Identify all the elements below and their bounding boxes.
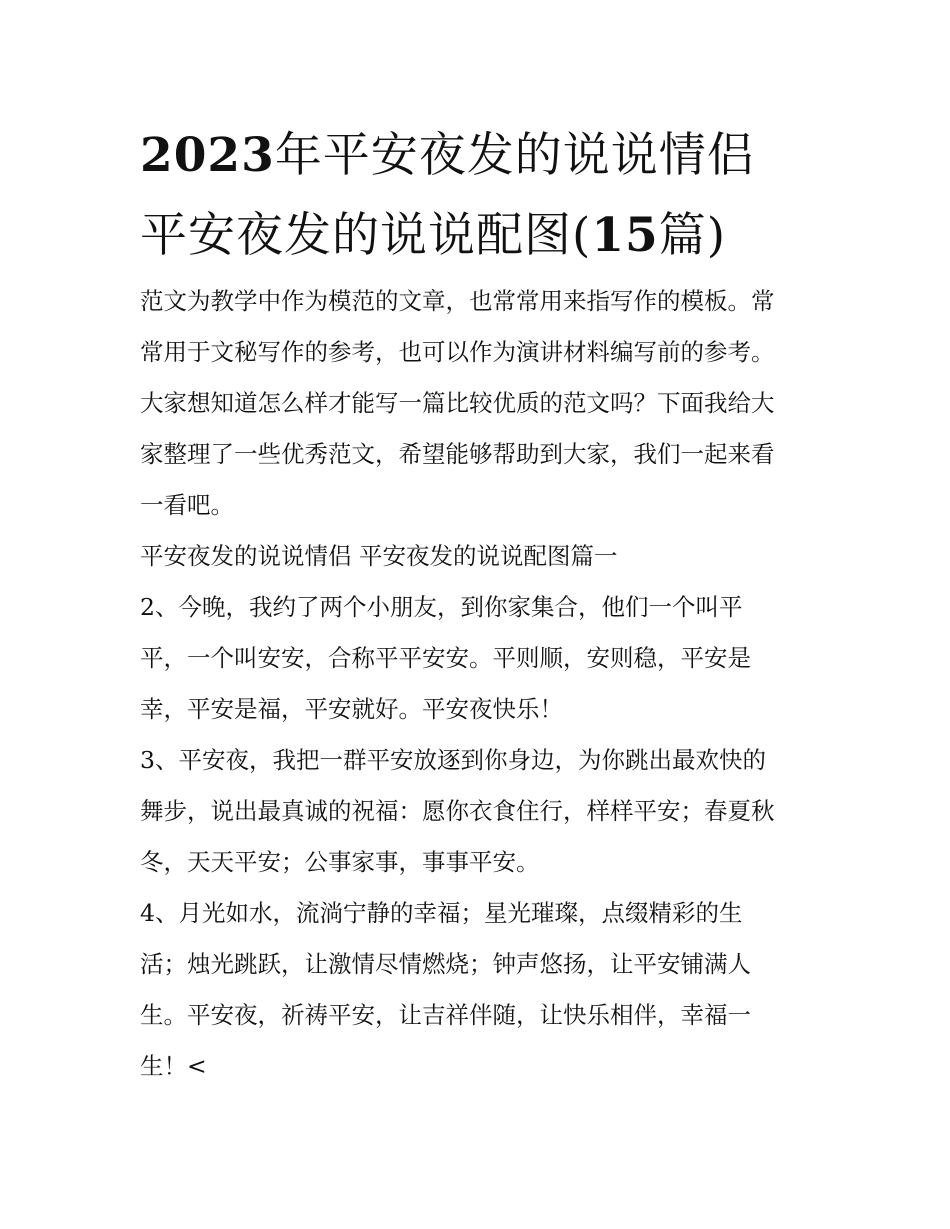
item-2-line: 平，一个叫安安，合称平平安安。平则顺，安则稳，平安是 [140,644,751,672]
item-4-line: 活；烛光跳跃，让激情尽情燃烧；钟声悠扬，让平安铺满人 [140,950,751,978]
intro-line: 家整理了一些优秀范文，希望能够帮助到大家，我们一起来看 [140,440,775,468]
section-heading-text: 平安夜发的说说情侣 平安夜发的说说配图篇一 [140,542,618,570]
document-title [140,116,820,276]
item-3-line: 3、平安夜，我把一群平安放逐到你身边，为你跳出最欢快的 [140,746,766,774]
title-line-2 [140,196,820,276]
item-3-line: 舞步，说出最真诚的祝福：愿你衣食住行，样样平安；春夏秋 [140,797,775,825]
item-4-paragraph [140,888,751,1092]
item-3-line: 冬，天天平安；公事家事，事事平安。 [140,848,540,876]
item-4-line: 生！< [140,1052,207,1080]
intro-line: 大家想知道怎么样才能写一篇比较优质的范文吗？下面我给大 [140,389,775,417]
item-4-line: 生。平安夜，祈祷平安，让吉祥伴随，让快乐相伴，幸福一 [140,1001,751,1029]
item-2-line: 幸，平安是福，平安就好。平安夜快乐！ [140,695,563,723]
section-heading [140,531,617,582]
intro-paragraph [140,276,775,531]
title-line-2-post: 篇) [658,208,727,263]
title-line-1 [140,116,820,196]
item-2-line: 2、今晚，我约了两个小朋友，到你家集合，他们一个叫平 [140,593,743,621]
title-line-1-text: 年平安夜发的说说情侣 [274,128,755,183]
title-count: 15 [591,208,659,263]
intro-line: 范文为教学中作为模范的文章，也常常用来指写作的模板。常 [140,287,775,315]
intro-line: 常用于文秘写作的参考，也可以作为演讲材料编写前的参考。 [140,338,775,366]
title-line-2-pre: 平安夜发的说说配图( [140,208,592,263]
item-3-paragraph [140,735,775,888]
item-2-paragraph [140,582,751,735]
intro-line: 一看吧。 [140,491,234,519]
item-4-line: 4、月光如水，流淌宁静的幸福；星光璀璨，点缀精彩的生 [140,899,743,927]
title-year: 2023 [140,128,275,183]
